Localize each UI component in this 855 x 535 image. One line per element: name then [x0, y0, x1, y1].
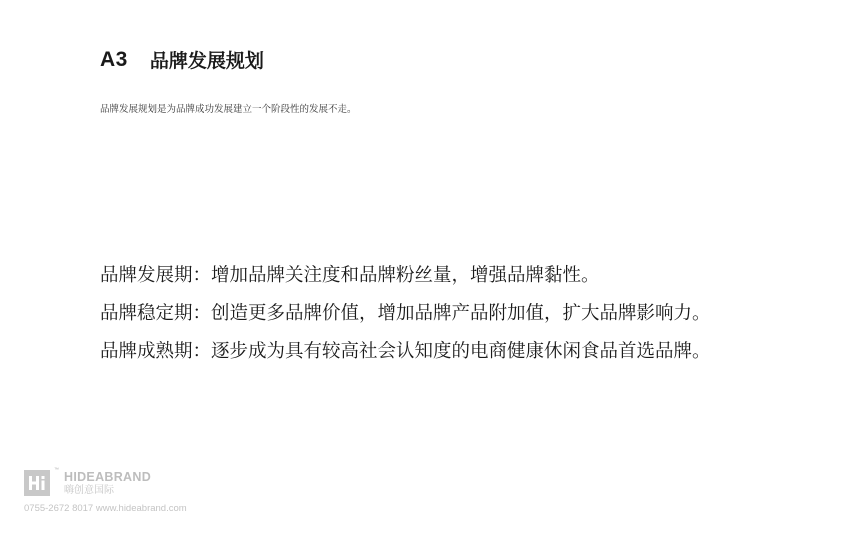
brand-logo	[24, 467, 187, 497]
page-subtitle: 品牌发展规划是为品牌成功发展建立一个阶段性的发展不走。	[100, 104, 357, 115]
phase-stable: 品牌稳定期：创造更多品牌价值，增加品牌产品附加值，扩大品牌影响力。	[100, 303, 711, 324]
page-header	[100, 46, 264, 73]
page-title: 品牌发展规划	[149, 50, 264, 72]
phase-development: 品牌发展期：增加品牌关注度和品牌粉丝量，增强品牌黏性。	[100, 265, 600, 286]
brand-name-en: HIDEABRAND	[64, 470, 152, 484]
contact-info: 0755-2672 8017 www.hideabrand.com	[24, 503, 187, 514]
section-code: A3	[100, 47, 128, 71]
phase-list	[100, 257, 711, 371]
hi-logo-icon	[24, 467, 59, 496]
trademark-mark: ™	[54, 467, 59, 473]
footer	[24, 467, 187, 514]
brand-names	[64, 470, 151, 497]
brand-name-cn: 嗨创意国际	[64, 485, 114, 496]
phase-mature: 品牌成熟期：逐步成为具有较高社会认知度的电商健康休闲食品首选品牌。	[100, 341, 711, 362]
